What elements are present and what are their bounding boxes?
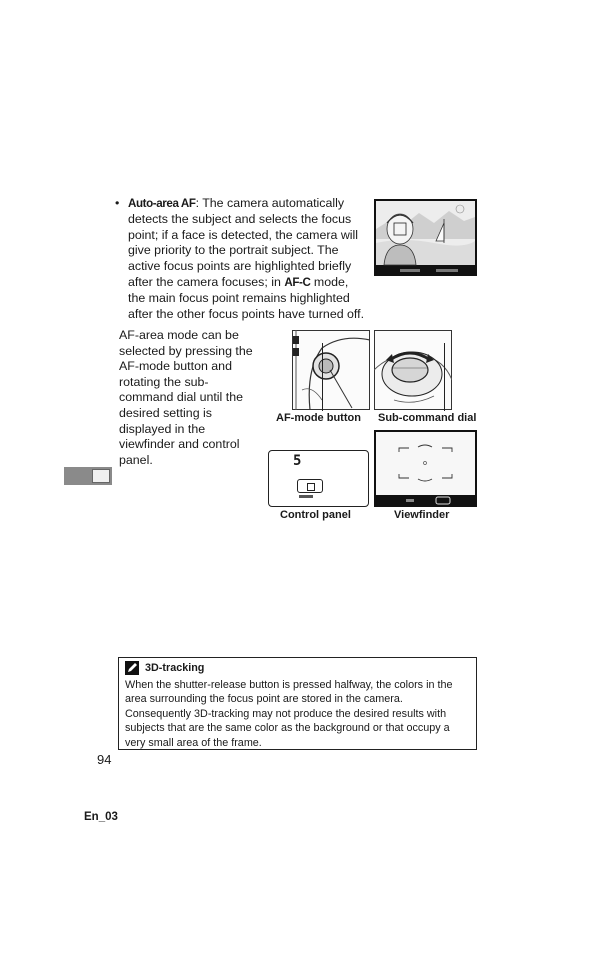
term-auto-area-af: Auto-area AF — [128, 197, 196, 210]
section-tab — [64, 467, 112, 485]
af-mode-button-illustration — [292, 330, 370, 410]
caption-sub-command-dial: Sub-command dial — [378, 412, 477, 424]
footer-code: En_03 — [84, 811, 118, 823]
note-title: 3D-tracking — [145, 662, 205, 674]
focus-section-icon — [92, 469, 110, 483]
pencil-icon — [125, 661, 139, 675]
sub-command-dial-illustration — [374, 330, 452, 410]
caption-viewfinder: Viewfinder — [394, 509, 450, 521]
note-header — [125, 661, 470, 676]
control-panel-display — [268, 450, 369, 507]
af-mode-leader-line — [322, 343, 323, 411]
caption-control-panel: Control panel — [280, 509, 351, 521]
caption-af-mode-button: AF-mode button — [276, 412, 361, 424]
bullet-auto-area-af — [115, 196, 368, 322]
note-body: When the shutter-release button is pressed halfway, the colors in the area surrounding the focus point are stored in the camera. Consequently 3D-tracking may not produce the desired results with subjects that are the same color as the background or that occupy a very small area of the frame. — [125, 678, 453, 749]
bullet-text-a: : The camera automatically detects the subject and selects the focus point; if a face is detected, the camera will give priority to the portrait subject. The active focus points are highlighted briefly after the camera focuses; in — [128, 196, 359, 289]
sub-command-leader-line — [444, 343, 445, 411]
bullet-dot: • — [115, 196, 120, 210]
auto-area-af-illustration — [374, 199, 477, 276]
af-area-instructions: AF-area mode can be selected by pressing the AF-mode button and rotating the sub-command dial until the desired setting is displayed in the viewfinder and control panel. — [119, 328, 253, 467]
control-panel-digit: 5 — [293, 453, 302, 469]
mode-af-c: AF-C — [284, 275, 311, 289]
bullet-text-b: mode, the main focus point remains highlighted after the other focus points have turned off. — [128, 274, 365, 321]
page-number: 94 — [97, 752, 112, 767]
af-area-mode-indicator — [297, 479, 323, 493]
bullet-text — [118, 196, 368, 322]
note-3d-tracking — [118, 657, 477, 750]
viewfinder-display — [374, 430, 477, 507]
